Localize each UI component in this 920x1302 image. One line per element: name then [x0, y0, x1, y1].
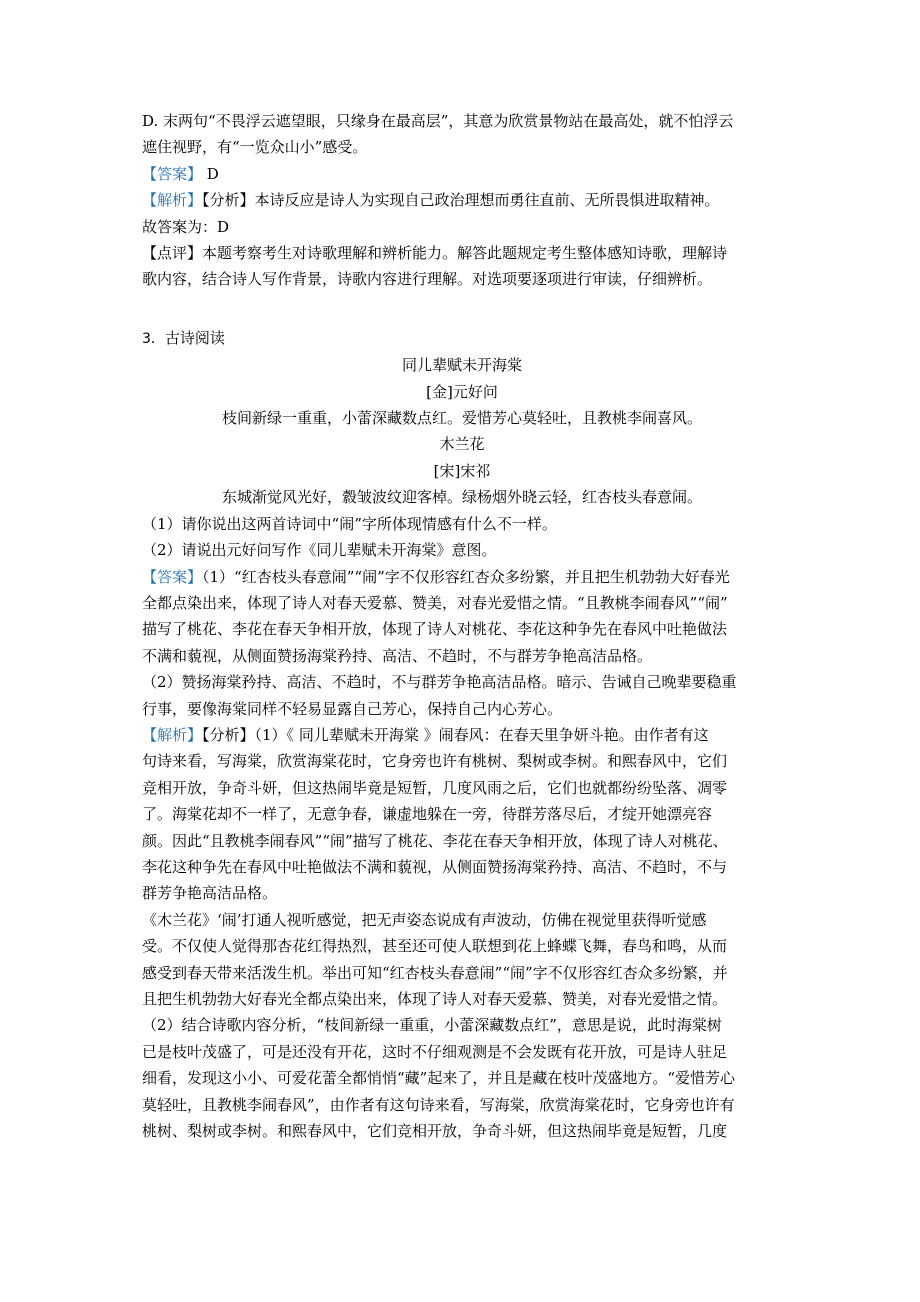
analysis-line-16: 桃树、梨树或李树。和熙春风中，它们竞相开放，争奇斗妍，但这热闹毕竟是短暂，几度: [142, 1122, 728, 1141]
prev-answer-line: [142, 161, 782, 187]
sub-question-2: （2）请说出元好问写作《同儿辈赋未开海棠》意图。: [142, 541, 497, 560]
answer-tag: 【答案】: [142, 164, 203, 183]
answer-line-4: 不满和藐视，从侧面赞扬海棠矜持、高洁、不趋时，不与群芳争艳高洁品格。: [142, 646, 653, 665]
analysis-line-12: （2）结合诗歌内容分析，“枝间新绿一重重，小蕾深藏数点红”，意思是说，此时海棠树: [142, 1016, 722, 1035]
poem-1-author: [金]元好问: [426, 382, 498, 401]
poem-2-author: [宋]宋祁: [433, 461, 491, 480]
prev-analysis-line: [142, 187, 782, 213]
answer-line-3: 描写了桃花、李花在春天争相开放，体现了诗人对桃花、李花这种争先在春风中吐艳做法: [142, 620, 728, 639]
question-title: 古诗阅读: [164, 328, 225, 347]
analysis-text: 【分析】本诗反应是诗人为实现自己政治理想而勇往直前、无所畏惧进取精神。: [202, 191, 720, 210]
question-number: 3．: [142, 330, 165, 347]
analysis-line-6: 李花这种争先在春风中吐艳做法不满和藐视，从侧面赞扬海棠矜持、高洁、不趋时，不与: [142, 857, 728, 876]
poem-2-title: 木兰花: [439, 435, 485, 454]
answer-line-6: 行事，要像海棠同样不轻易显露自己芳心，保持自己内心芳心。: [142, 699, 563, 718]
analysis-line-9: 受。不仅使人觉得那杏花红得热烈，甚至还可使人联想到花上蜂蝶飞舞，春鸟和鸣，从而: [142, 937, 728, 956]
poem-1-text: 枝间新绿一重重，小蕾深藏数点红。爱惜芳心莫轻吐，且教桃李闹喜风。: [221, 409, 702, 428]
question-3-heading: [142, 325, 782, 352]
sub-question-1: （1）请你说出这两首诗词中“闹”字所体现情感有什么不一样。: [142, 514, 557, 533]
option-d-line-2: 遮住视野，有“一览众山小”感受。: [142, 138, 368, 157]
poem-1-title: 同儿辈赋未开海棠: [401, 356, 522, 375]
analysis-text-1: 【分析】（1）《 同儿辈赋未开海棠 》闹春风：在春天里争妍斗艳。由作者有这: [202, 725, 709, 744]
conclusion-line: 故答案为：D: [142, 217, 230, 236]
poem-2-text: 东城渐觉风光好，縠皱波纹迎客棹。绿杨烟外晓云轻，红杏枝头春意闹。: [221, 488, 702, 507]
comment-line-2: 歌内容，结合诗人写作背景，诗歌内容进行理解。对选项要逐项进行审读，仔细辨析。: [142, 270, 713, 289]
analysis-line-2: 句诗来看，写海棠，欣赏海棠花时，它身旁也许有桃树、梨树或李树。和熙春风中，它们: [142, 752, 728, 771]
comment-line-1: [142, 240, 782, 266]
answer-line-1: [142, 564, 782, 590]
analysis-line-11: 且把生机勃勃大好春光全都点染出来，体现了诗人对春天爱慕、赞美，对春光爱惜之情。: [142, 990, 728, 1008]
comment-text-1: 本题考察考生对诗歌理解和辨析能力。解答此题规定考生整体感知诗歌，理解诗: [202, 244, 728, 263]
option-d-line-1: D. 末两句“不畏浮云遮望眼，只缘身在最高层”，其意为欣赏景物站在最高处，就不怕浮云: [142, 112, 734, 130]
analysis-line-8: 《木兰花》‘闹’打通人视听感觉，把无声姿态说成有声波动，仿佛在视觉里获得听觉感: [142, 910, 707, 929]
analysis-line-13: 已是枝叶茂盛了，可是还没有开花，这时不仔细观测是不会发既有花开放，可是诗人驻足: [142, 1042, 728, 1061]
analysis-line-5: 颜。因此“且教桃李闹春风”“闹”描写了桃花、李花在春天争相开放，体现了诗人对桃花、: [142, 831, 728, 850]
analysis-line-1: [142, 722, 782, 748]
document-page: [142, 108, 782, 1144]
comment-tag: 【点评】: [142, 244, 203, 263]
analysis-line-10: 感受到春天带来活泼生机。举出可知“红杏枝头春意闹”“闹”字不仅形容红杏众多纷繁，并: [142, 963, 728, 982]
analysis-line-15: 莫轻吐，且教桃李闹春风”，由作者有这句诗来看，写海棠，欣赏海棠花时，它身旁也许有: [142, 1095, 735, 1114]
answer-value: D: [206, 164, 219, 183]
analysis-line-4: 了。海棠花却不一样了，无意争春，谦虚地躲在一旁，待群芳落尽后，才绽开她漂亮容: [142, 805, 713, 824]
q3-answer-tag: 【答案】: [142, 567, 203, 586]
q3-analysis-tag: 【解析】: [142, 725, 203, 744]
section-gap: [142, 293, 782, 325]
answer-line-5: （2）赞扬海棠矜持、高洁、不趋时，不与群芳争艳高洁品格。暗示、告诫自己晚辈要稳重: [142, 673, 737, 692]
analysis-tag: 【解析】: [142, 191, 203, 210]
answer-line-2: 全都点染出来，体现了诗人对春天爱慕、赞美，对春光爱惜之情。“且教桃李闹春风”“闹”: [142, 593, 728, 612]
analysis-line-14: 细看，发现这小小、可爱花蕾全都悄悄“藏”起来了，并且是藏在枝叶茂盛地方。“爱惜芳心: [142, 1069, 736, 1088]
answer-text-1: （1）“红杏枝头春意闹”“闹”字不仅形容红杏众多纷繁，并且把生机勃勃大好春光: [202, 567, 730, 586]
analysis-line-3: 竞相开放，争奇斗妍，但这热闹毕竟是短暂，几度风雨之后，它们也就都纷纷坠落、凋零: [142, 778, 728, 797]
analysis-line-7: 群芳争艳高洁品格。: [142, 884, 278, 903]
